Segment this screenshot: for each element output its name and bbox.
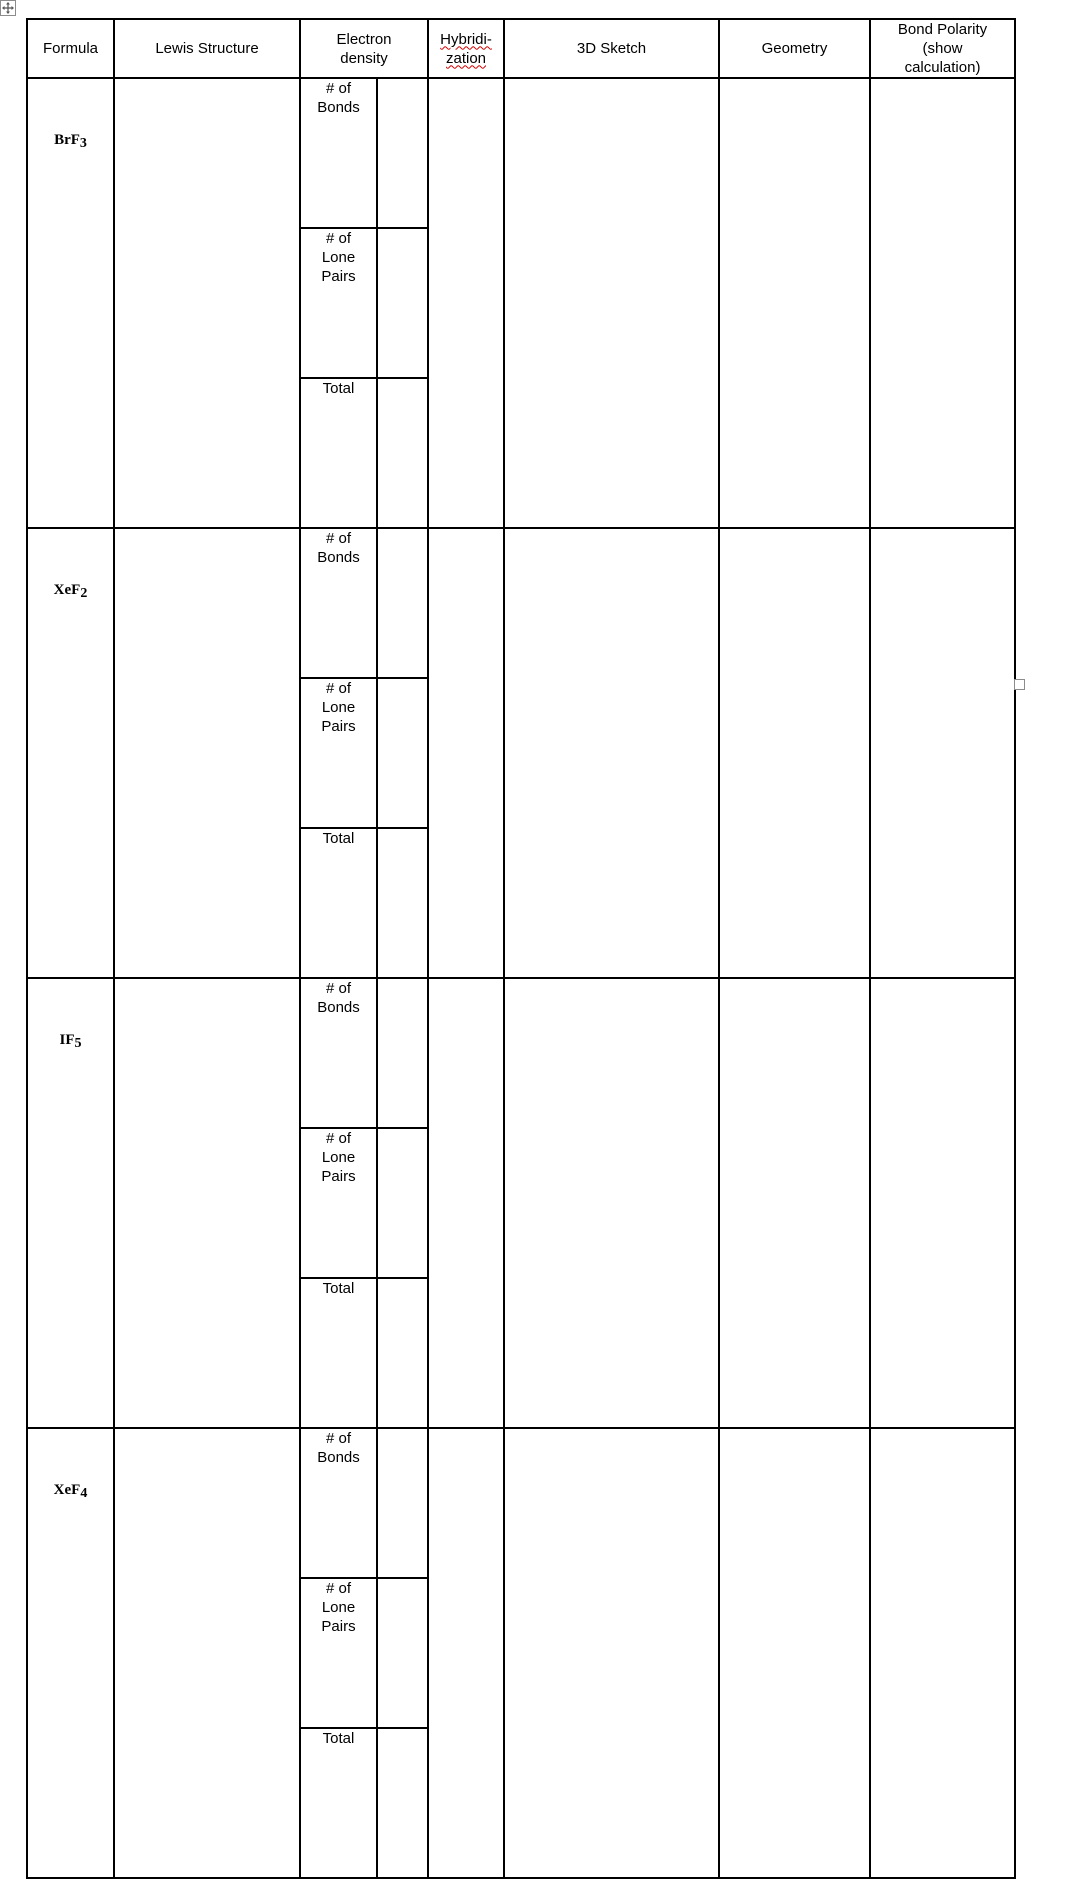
table-move-handle[interactable] (0, 0, 16, 16)
formula-cell: XeF$_4$ (27, 1428, 114, 1878)
electron-density-cell (300, 78, 428, 528)
total-input-cell[interactable] (377, 378, 429, 527)
total-label: Total (301, 1728, 377, 1877)
bonds-label: # of Bonds (301, 79, 377, 228)
3d-sketch-cell[interactable] (504, 528, 719, 978)
table-row (27, 78, 1015, 528)
lone-pairs-input-cell[interactable] (377, 1128, 429, 1278)
geometry-cell[interactable] (719, 1428, 870, 1878)
formula-cell: $IF_5$ (27, 978, 114, 1428)
header-electron-density: Electron density (300, 19, 428, 78)
bonds-input-cell[interactable] (377, 979, 429, 1128)
bonds-input-cell[interactable] (377, 1429, 429, 1578)
header-geometry: Geometry (719, 19, 870, 78)
geometry-cell[interactable] (719, 78, 870, 528)
lewis-structure-cell[interactable] (114, 78, 300, 528)
lone-pairs-label: # of Lone Pairs (301, 1578, 377, 1728)
electron-density-cell (300, 528, 428, 978)
lewis-structure-cell[interactable] (114, 978, 300, 1428)
header-formula: Formula (27, 19, 114, 78)
table-row (27, 528, 1015, 978)
total-label: Total (301, 378, 377, 527)
lone-pairs-label: # of Lone Pairs (301, 1128, 377, 1278)
hybridization-cell[interactable] (428, 978, 504, 1428)
geometry-cell[interactable] (719, 528, 870, 978)
move-arrows-icon (2, 2, 14, 14)
bond-polarity-cell[interactable] (870, 78, 1015, 528)
total-input-cell[interactable] (377, 1728, 429, 1877)
electron-density-cell (300, 978, 428, 1428)
total-label: Total (301, 828, 377, 977)
bond-polarity-cell[interactable] (870, 1428, 1015, 1878)
3d-sketch-cell[interactable] (504, 978, 719, 1428)
bonds-label: # of Bonds (301, 529, 377, 678)
3d-sketch-cell[interactable] (504, 78, 719, 528)
worksheet-table (26, 18, 1016, 1879)
lone-pairs-label: # of Lone Pairs (301, 228, 377, 378)
table-resize-handle[interactable] (1014, 679, 1025, 690)
header-3d-sketch: 3D Sketch (504, 19, 719, 78)
hybridization-cell[interactable] (428, 528, 504, 978)
header-hybridization: Hybridi- zation (428, 19, 504, 78)
lewis-structure-cell[interactable] (114, 528, 300, 978)
formula-cell: XeF$_2$ (27, 528, 114, 978)
bond-polarity-cell[interactable] (870, 978, 1015, 1428)
bonds-label: # of Bonds (301, 1429, 377, 1578)
bonds-input-cell[interactable] (377, 79, 429, 228)
bonds-label: # of Bonds (301, 979, 377, 1128)
hybridization-cell[interactable] (428, 1428, 504, 1878)
electron-density-cell (300, 1428, 428, 1878)
lone-pairs-input-cell[interactable] (377, 228, 429, 378)
total-input-cell[interactable] (377, 828, 429, 977)
hybridization-cell[interactable] (428, 78, 504, 528)
table-row (27, 978, 1015, 1428)
total-label: Total (301, 1278, 377, 1427)
total-input-cell[interactable] (377, 1278, 429, 1427)
header-lewis-structure: Lewis Structure (114, 19, 300, 78)
bond-polarity-cell[interactable] (870, 528, 1015, 978)
lone-pairs-input-cell[interactable] (377, 1578, 429, 1728)
lone-pairs-input-cell[interactable] (377, 678, 429, 828)
header-bond-polarity: Bond Polarity (show calculation) (870, 19, 1015, 78)
lewis-structure-cell[interactable] (114, 1428, 300, 1878)
table-row (27, 1428, 1015, 1878)
bonds-input-cell[interactable] (377, 529, 429, 678)
3d-sketch-cell[interactable] (504, 1428, 719, 1878)
geometry-cell[interactable] (719, 978, 870, 1428)
lone-pairs-label: # of Lone Pairs (301, 678, 377, 828)
formula-cell: BrF$_3$ (27, 78, 114, 528)
header-row (27, 19, 1015, 78)
